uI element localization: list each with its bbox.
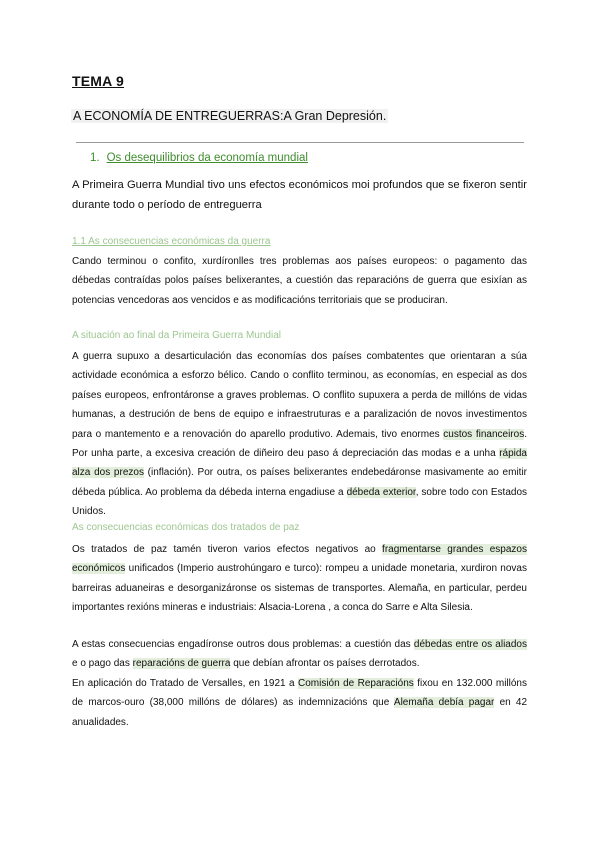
paragraph-problemas: A estas consecuencias engadíronse outros dous problemas: a cuestión das débedas entre os aliados e o pago das reparacións de guerra que debían afrontar os países derrotados. [72,639,527,670]
subsection-heading-1-1[interactable]: 1.1 As consecuencias económicas da guerra [72,236,271,247]
document-title: TEMA 9 [72,73,125,89]
horizontal-divider [76,142,524,143]
section-number: 1. [90,152,100,164]
paragraph-tratados: Os tratados de paz tamén tiveron varios efectos negativos ao fragmentarse grandes espazos económicos unificados (Imperio austrohúngaro e turco): rompeu a unidade monetaria, xurdiron novas barreiras aduaneiras e desorganizáronse os sistemas de transportes. Alemaña, en particular, perdeu importantes rexións mineras e industriais: Alsacia-Lorena , a conca do Sarre e Alta Silesia. [72,544,527,614]
section-heading-text[interactable]: Os desequilibrios da economía mundial [106,152,308,164]
highlight: custos financeiros [443,428,525,440]
highlight: Alemaña debía pagar [393,697,495,709]
paragraph-versalles: En aplicación do Tratado de Versalles, en 1921 a Comisión de Reparacións fixou en 132.000 millóns de marcos-ouro (38,000 millóns de dólares) as indemnizacións que Alemaña debía pagar en 42 anualidades. [72,678,528,728]
subsection-heading-tratados: As consecuencias económicas dos tratados de paz [72,522,300,533]
highlight: fragmentarse grandes espazos económicos [72,544,527,575]
highlight: reparacións de guerra [132,658,231,670]
paragraph-situacion: A guerra supuxo a desarticulación das economías dos países combatentes que orientaran a súa actividade económica a esforzo bélico. Cando o conflito terminou, as economías, en especial as dos países europeos, enfrontáronse a graves problemas. O conflito supuxera a perda de millóns de vidas humanas, a destrución de bens de equipo e infraestruturas e a paralización de novos investimentos para o mantemento e a renovación do aparello produtivo. Ademais, tivo enormes custos financeiros. Por unha parte, a excesiva creación de diñeiro deu paso á depreciación das modas e a unha rápida alza dos prezos (inflación). Por outra, os países belixerantes endebedáronse masivamente ao emitir débeda pública. Ao problema da débeda interna engadiuse a débeda exterior, sobre todo con Estados Unidos. [72,351,528,518]
highlight: rápida alza dos prezos [72,448,527,479]
section-intro: A Primeira Guerra Mundial tivo uns efectos económicos moi profundos que se fixeron sentir durante todo o período de entreguerra [72,179,527,211]
highlight: débeda exterior [346,486,416,498]
document-subtitle: A ECONOMÍA DE ENTREGUERRAS:A Gran Depresión. [73,109,387,123]
paragraph-consecuencias: Cando terminou o confito, xurdíronlles tres problemas aos países europeos: o pagamento das débedas contraídas polos países belixerantes, a cuestión das reparacións de guerra que esixían as potencias vencedoras aos vencidos e as modificacións territoriais que se produciran. [72,256,527,306]
highlight: débedas entre os aliados [413,639,527,650]
subsection-heading-situacion: A situación ao final da Primeira Guerra Mundial [72,330,281,341]
section-heading [90,152,308,164]
highlight: Comisión de Reparacións [297,678,414,689]
